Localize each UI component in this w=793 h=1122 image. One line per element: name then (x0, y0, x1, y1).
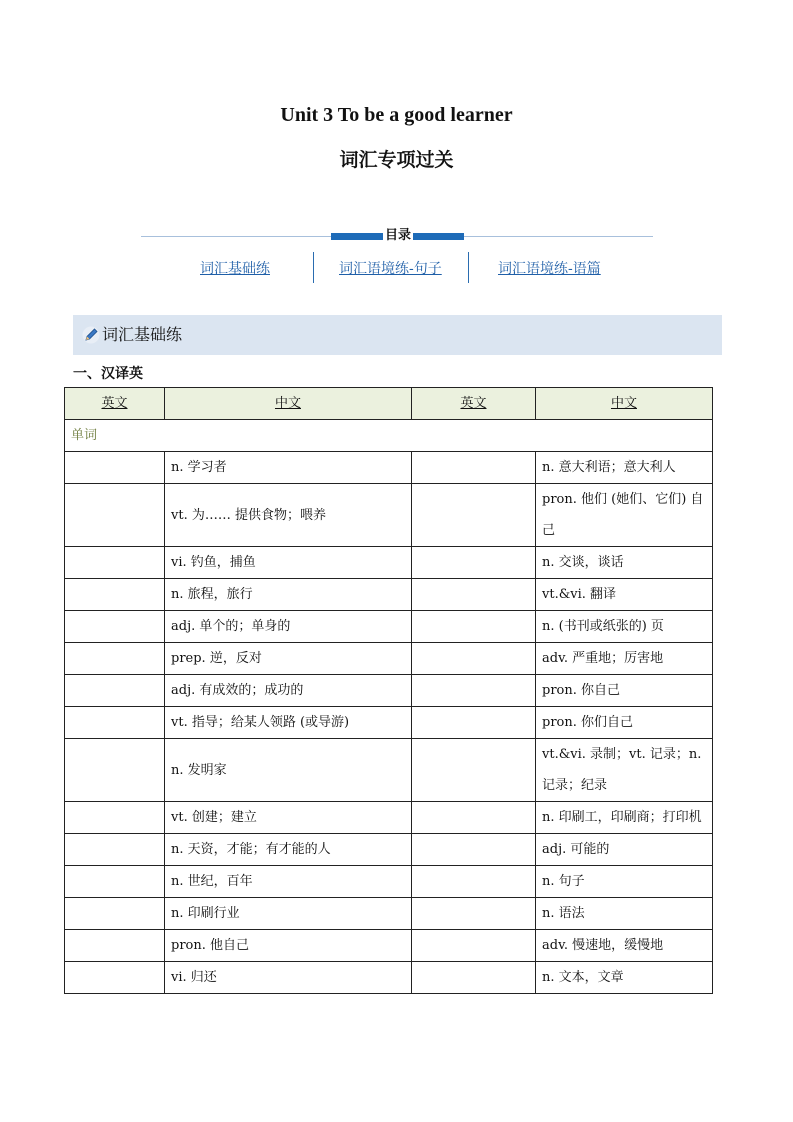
english-answer-cell[interactable] (65, 930, 165, 962)
english-answer-cell[interactable] (65, 898, 165, 930)
english-answer-cell[interactable] (412, 962, 536, 994)
english-answer-cell[interactable] (65, 452, 165, 484)
chinese-meaning: vt.&vi. 录制；vt. 记录；n. 记录；纪录 (536, 739, 713, 802)
page-subtitle: 词汇专项过关 (339, 150, 454, 171)
toc-label: 目录 (384, 228, 411, 243)
section-header (73, 315, 722, 355)
chinese-meaning: n. 交谈，谈话 (536, 547, 713, 579)
chinese-meaning: n. 发明家 (165, 739, 412, 802)
chinese-meaning: n. 句子 (536, 866, 713, 898)
pencil-icon (82, 326, 100, 344)
chinese-meaning: vt. 为…… 提供食物；喂养 (165, 484, 412, 547)
english-answer-cell[interactable] (412, 866, 536, 898)
toc-rule-right (464, 236, 653, 237)
chinese-meaning: n. 天资，才能；有才能的人 (165, 834, 412, 866)
english-answer-cell[interactable] (65, 675, 165, 707)
table-header-row (65, 388, 713, 420)
toc-link-basic[interactable]: 词汇基础练 (200, 261, 270, 277)
english-answer-cell[interactable] (412, 547, 536, 579)
header-english: 英文 (65, 388, 165, 420)
chinese-meaning: n. 文本，文章 (536, 962, 713, 994)
table-row (65, 866, 713, 898)
english-answer-cell[interactable] (412, 802, 536, 834)
toc-separator (468, 252, 469, 283)
chinese-meaning: adj. 有成效的；成功的 (165, 675, 412, 707)
toc-bar-left (331, 233, 383, 240)
english-answer-cell[interactable] (65, 643, 165, 675)
english-answer-cell[interactable] (412, 739, 536, 802)
english-answer-cell[interactable] (65, 547, 165, 579)
page-title: Unit 3 To be a good learner (280, 104, 513, 126)
chinese-meaning: n. 印刷工，印刷商；打印机 (536, 802, 713, 834)
english-answer-cell[interactable] (412, 675, 536, 707)
english-answer-cell[interactable] (65, 739, 165, 802)
toc-bar-right (413, 233, 464, 240)
chinese-meaning: vt.&vi. 翻译 (536, 579, 713, 611)
table-row (65, 675, 713, 707)
chinese-meaning: pron. 他自己 (165, 930, 412, 962)
chinese-meaning: vt. 指导；给某人领路 (或导游) (165, 707, 412, 739)
english-answer-cell[interactable] (65, 579, 165, 611)
english-answer-cell[interactable] (412, 707, 536, 739)
chinese-meaning: adj. 单个的；单身的 (165, 611, 412, 643)
table-row (65, 484, 713, 547)
chinese-meaning: n. 世纪，百年 (165, 866, 412, 898)
exercise-heading: 一、汉译英 (73, 366, 143, 382)
chinese-meaning: n. 意大利语；意大利人 (536, 452, 713, 484)
header-chinese: 中文 (536, 388, 713, 420)
category-label: 单词 (65, 420, 713, 452)
chinese-meaning: prep. 逆，反对 (165, 643, 412, 675)
english-answer-cell[interactable] (65, 611, 165, 643)
table-row (65, 739, 713, 802)
english-answer-cell[interactable] (412, 930, 536, 962)
chinese-meaning: n. 学习者 (165, 452, 412, 484)
english-answer-cell[interactable] (412, 579, 536, 611)
english-answer-cell[interactable] (65, 802, 165, 834)
chinese-meaning: pron. 他们 (她们、它们) 自己 (536, 484, 713, 547)
header-english: 英文 (412, 388, 536, 420)
section-title: 词汇基础练 (102, 325, 183, 344)
table-row (65, 452, 713, 484)
header-chinese: 中文 (165, 388, 412, 420)
table-row (65, 611, 713, 643)
english-answer-cell[interactable] (65, 834, 165, 866)
table-row (65, 930, 713, 962)
chinese-meaning: n. 旅程，旅行 (165, 579, 412, 611)
english-answer-cell[interactable] (412, 834, 536, 866)
chinese-meaning: adj. 可能的 (536, 834, 713, 866)
table-row (65, 834, 713, 866)
english-answer-cell[interactable] (65, 962, 165, 994)
toc-separator (313, 252, 314, 283)
table-row (65, 707, 713, 739)
english-answer-cell[interactable] (412, 484, 536, 547)
toc-rule-left (141, 236, 331, 237)
english-answer-cell[interactable] (412, 452, 536, 484)
english-answer-cell[interactable] (412, 643, 536, 675)
toc-link-passage[interactable]: 词汇语境练-语篇 (498, 261, 601, 277)
table-row (65, 579, 713, 611)
english-answer-cell[interactable] (65, 484, 165, 547)
table-row (65, 643, 713, 675)
chinese-meaning: adv. 慢速地，缓慢地 (536, 930, 713, 962)
category-row (65, 420, 713, 452)
toc-link-sentence[interactable]: 词汇语境练-句子 (339, 261, 442, 277)
table-row (65, 898, 713, 930)
chinese-meaning: pron. 你们自己 (536, 707, 713, 739)
chinese-meaning: n. 印刷行业 (165, 898, 412, 930)
chinese-meaning: n. 语法 (536, 898, 713, 930)
english-answer-cell[interactable] (65, 707, 165, 739)
table-row (65, 802, 713, 834)
english-answer-cell[interactable] (412, 898, 536, 930)
table-row (65, 962, 713, 994)
chinese-meaning: pron. 你自己 (536, 675, 713, 707)
chinese-meaning: vt. 创建；建立 (165, 802, 412, 834)
chinese-meaning: adv. 严重地；厉害地 (536, 643, 713, 675)
chinese-meaning: n. (书刊或纸张的) 页 (536, 611, 713, 643)
english-answer-cell[interactable] (65, 866, 165, 898)
table-row (65, 547, 713, 579)
vocab-table (64, 387, 713, 994)
chinese-meaning: vi. 钓鱼，捕鱼 (165, 547, 412, 579)
chinese-meaning: vi. 归还 (165, 962, 412, 994)
english-answer-cell[interactable] (412, 611, 536, 643)
